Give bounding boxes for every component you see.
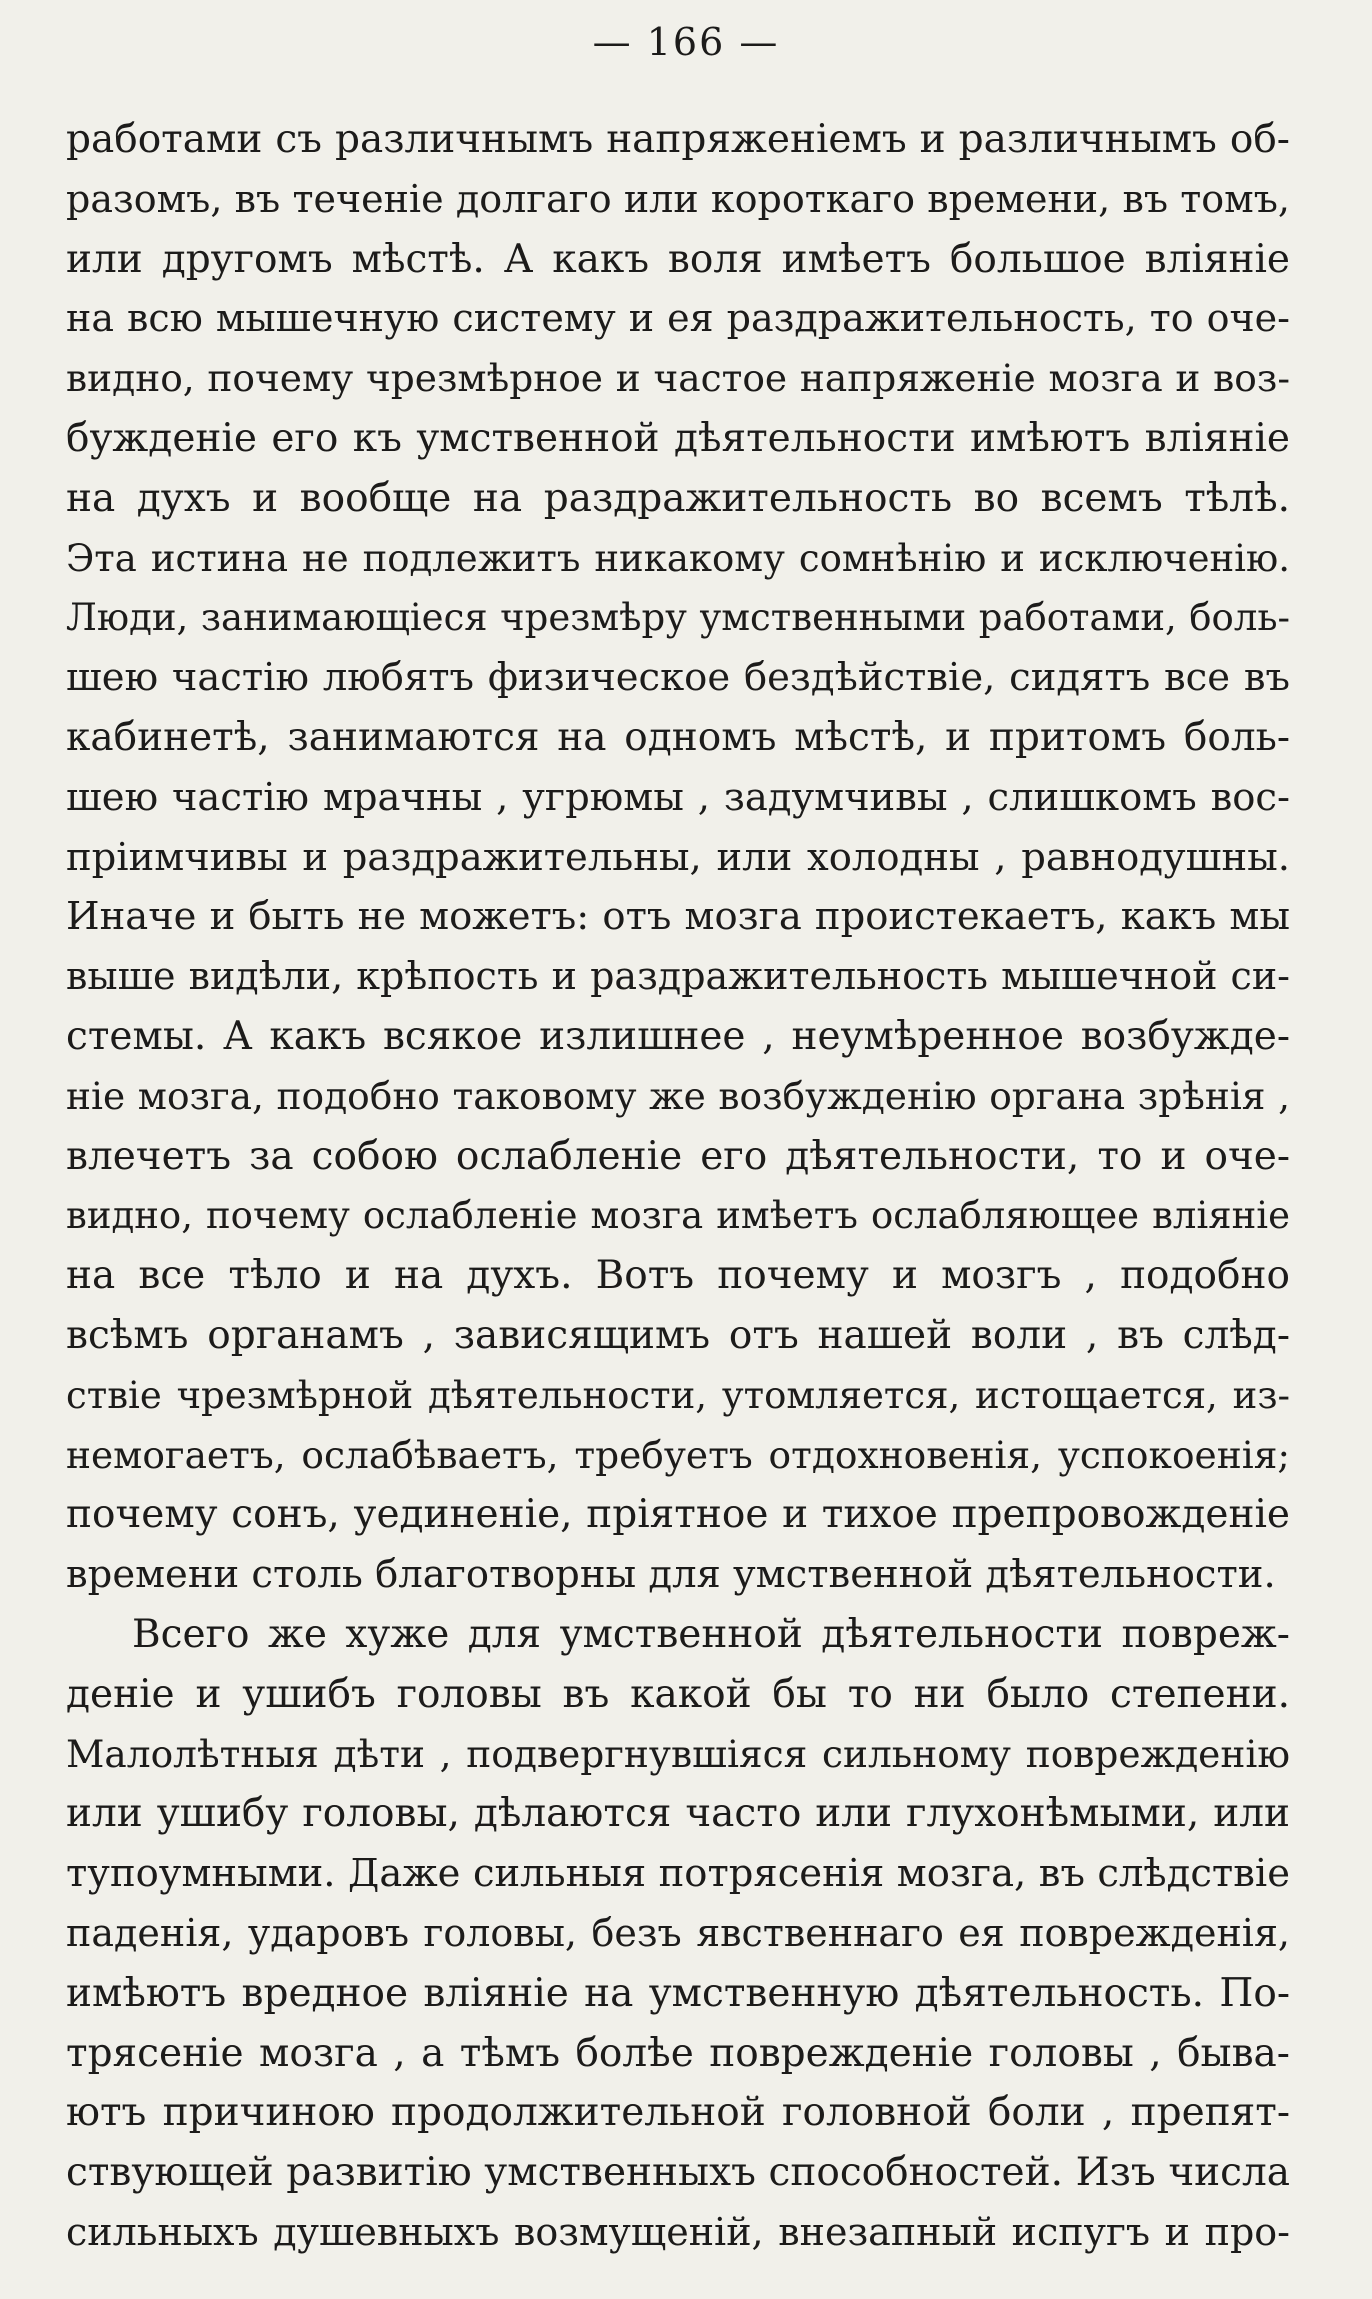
text-line: стемы. А какъ всякое излишнее , неумѣренное возбужде- (66, 1013, 1290, 1059)
text-line: кабинетѣ, занимаются на одномъ мѣстѣ, и притомъ боль- (66, 714, 1290, 760)
text-line: шею частію мрачны , угрюмы , задумчивы , слишкомъ вос- (66, 774, 1290, 820)
text-line: или другомъ мѣстѣ. А какъ воля имѣетъ большое вліяніе (66, 236, 1290, 282)
text-line: пріимчивы и раздражительны, или холодны , равнодушны. (66, 834, 1290, 880)
text-line: ніе мозга, подобно таковому же возбужденію органа зрѣнія , (66, 1073, 1290, 1118)
text-line: шею частію любятъ физическое бездѣйствіе, сидятъ все въ (66, 655, 1290, 701)
text-line: сильныхъ душевныхъ возмущеній, внезапный испугъ и про- (66, 2209, 1290, 2254)
text-line: имѣютъ вредное вліяніе на умственную дѣятельность. По- (66, 1970, 1290, 2016)
text-line: разомъ, въ теченіе долгаго или короткаго времени, въ томъ, (66, 176, 1290, 221)
text-line: видно, почему ослабленіе мозга имѣетъ ослабляющее вліяніе (66, 1194, 1290, 1238)
text-line: трясеніе мозга , а тѣмъ болѣе поврежденіе головы , быва- (66, 2030, 1290, 2076)
text-line: ствіе чрезмѣрной дѣятельности, утомляется, истощается, из- (66, 1373, 1290, 1417)
text-line: видно, почему чрезмѣрное и частое напряженіе мозга и воз- (66, 356, 1290, 401)
text-line: выше видѣли, крѣпость и раздражительность мышечной си- (66, 954, 1290, 999)
text-line: Эта истина не подлежитъ никакому сомнѣнію и исключенію. (66, 536, 1290, 580)
text-line: деніе и ушибъ головы въ какой бы то ни было степени. (66, 1671, 1290, 1717)
text-line: тупоумными. Даже сильныя потрясенія мозга, въ слѣдствіе (66, 1851, 1290, 1897)
page-number: — 166 — (592, 20, 780, 64)
text-line: на все тѣло и на духъ. Вотъ почему и мозгъ , подобно (66, 1253, 1290, 1299)
text-line: паденія, ударовъ головы, безъ явственнаго ея поврежденія, (66, 1910, 1290, 1955)
text-line: влечетъ за собою ослабленіе его дѣятельности, то и оче- (66, 1133, 1290, 1179)
text-line: Всего же хуже для умственной дѣятельности повреж- (132, 1611, 1290, 1657)
text-line: Малолѣтныя дѣти , подвергнувшіяся сильному поврежденію (66, 1731, 1290, 1776)
text-line: или ушибу головы, дѣлаются часто или глухонѣмыми, или (66, 1791, 1290, 1837)
paragraph-1 (66, 110, 1290, 1605)
text-line: ствующей развитію умственныхъ способностей. Изъ числа (66, 2150, 1290, 2196)
text-line: времени столь благотворны для умственной дѣятельности. (66, 1552, 1276, 1598)
text-line: работами съ различнымъ напряженіемъ и различнымъ об- (66, 117, 1290, 162)
text-line: Иначе и быть не можетъ: отъ мозга проистекаетъ, какъ мы (66, 894, 1290, 940)
text-line: почему сонъ, уединеніе, пріятное и тихое препровожденіе (66, 1492, 1290, 1538)
text-line: немогаетъ, ослабѣваетъ, требуетъ отдохновенія, успокоенія; (66, 1432, 1290, 1477)
text-line: Люди, занимающіеся чрезмѣру умственными работами, боль- (66, 596, 1290, 640)
text-line: на духъ и вообще на раздражительность во всемъ тѣлѣ. (66, 475, 1290, 521)
text-line: бужденіе его къ умственной дѣятельности имѣютъ вліяніе (66, 415, 1290, 461)
body-text (66, 110, 1290, 2263)
text-line: ютъ причиною продолжительной головной боли , препят- (66, 2090, 1290, 2136)
text-line: всѣмъ органамъ , зависящимъ отъ нашей воли , въ слѣд- (66, 1312, 1290, 1358)
text-line: на всю мышечную систему и ея раздражительность, то оче- (66, 296, 1290, 341)
paragraph-2 (66, 1605, 1290, 2263)
